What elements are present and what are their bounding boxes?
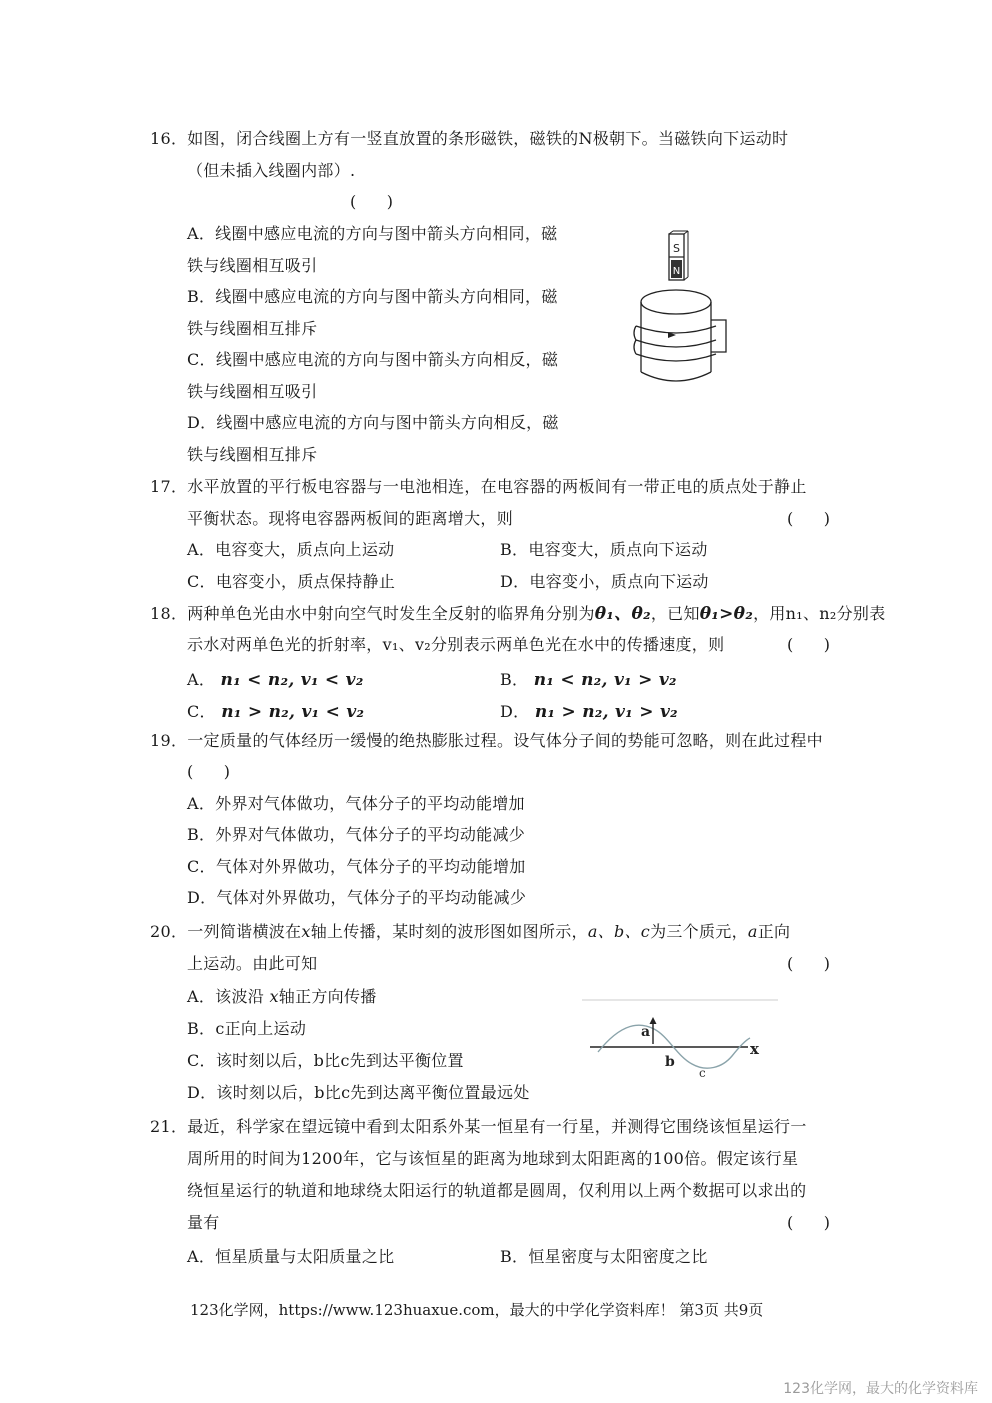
q20-stem-part1: 20．一列简谐横波在 <box>150 922 302 941</box>
q21-option-b: B．恒星密度与太阳密度之比 <box>500 1247 708 1266</box>
q19-option-b: B．外界对气体做功，气体分子的平均动能减少 <box>187 825 526 844</box>
q17-option-a: A．电容变大，质点向上运动 <box>187 540 395 559</box>
q16-option-d-line2: 铁与线圈相互排斥 <box>187 445 318 464</box>
q18-option-a <box>187 670 364 690</box>
q17-option-b: B．电容变大，质点向下运动 <box>500 540 708 559</box>
q16-option-a-line1: A．线圈中感应电流的方向与图中箭头方向相同，磁 <box>187 224 558 243</box>
coil <box>634 290 726 381</box>
q18-stem-part1: 18．两种单色光由水中射向空气时发生全反射的临界角分别为 <box>150 604 595 623</box>
q20-stem-abc: a、b、c <box>587 922 651 941</box>
q18-option-a-math: n₁ < n₂, v₁ < v₂ <box>220 670 364 690</box>
q19-option-a: A．外界对气体做功，气体分子的平均动能增加 <box>187 794 525 813</box>
magnet-coil-diagram <box>630 228 750 388</box>
q18-stem-part2: ，已知 <box>650 604 700 623</box>
q19-stem-line1: 19．一定质量的气体经历一缓慢的绝热膨胀过程。设气体分子间的势能可忽略，则在此过程中 <box>150 731 823 750</box>
q18-option-d-label: D． <box>500 702 530 721</box>
q19-option-c: C．气体对外界做功，气体分子的平均动能增加 <box>187 857 526 876</box>
q18-option-a-label: A． <box>187 670 216 689</box>
q19-answer-paren: ( ) <box>187 762 230 781</box>
q21-answer-paren: ( ) <box>787 1213 830 1232</box>
wave-axis-x-label: x <box>750 1040 759 1058</box>
q20-option-a-part2: 轴正方向传播 <box>278 987 377 1006</box>
q18-stem-line1 <box>150 604 886 624</box>
wave-label-a: a <box>641 1024 651 1040</box>
q20-stem-a: a <box>747 922 758 941</box>
q21-stem-line4: 量有 <box>187 1213 220 1232</box>
q20-option-a <box>187 987 377 1007</box>
q18-option-d <box>500 702 678 722</box>
q16-answer-paren: ( ) <box>350 192 393 211</box>
q17-answer-paren: ( ) <box>787 509 830 528</box>
q18-option-c-label: C． <box>187 702 216 721</box>
magnet-s-label: S <box>673 242 680 255</box>
q20-option-c: C．该时刻以后，b比c先到达平衡位置 <box>187 1051 464 1070</box>
q18-option-b <box>500 670 677 690</box>
q18-answer-paren: ( ) <box>787 635 830 654</box>
watermark: 123化学网，最大的化学资料库 <box>783 1381 978 1397</box>
q17-stem-line1: 17．水平放置的平行板电容器与一电池相连，在电容器的两板间有一带正电的质点处于静止 <box>150 477 807 496</box>
q16-option-d-line1: D．线圈中感应电流的方向与图中箭头方向相反，磁 <box>187 413 559 432</box>
q20-stem-part4: 正向 <box>757 922 791 941</box>
q21-option-a: A．恒星质量与太阳质量之比 <box>187 1247 395 1266</box>
q16-option-c-line1: C．线圈中感应电流的方向与图中箭头方向相反，磁 <box>187 350 559 369</box>
q18-option-b-label: B． <box>500 670 529 689</box>
magnet-n-label: N <box>672 266 681 277</box>
q21-stem-line1: 21．最近，科学家在望远镜中看到太阳系外某一恒星有一行星，并测得它围绕该恒星运行一 <box>150 1117 807 1136</box>
q20-option-a-x: x <box>269 987 279 1006</box>
q18-option-c-math: n₁ > n₂, v₁ < v₂ <box>221 702 365 722</box>
q19-option-d: D．气体对外界做功，气体分子的平均动能减少 <box>187 888 527 907</box>
arrow-up-icon <box>650 1017 657 1024</box>
q20-option-d: D．该时刻以后，b比c先到达离平衡位置最远处 <box>187 1083 530 1102</box>
q20-stem-line2: 上运动。由此可知 <box>187 954 318 973</box>
bar-magnet <box>669 231 688 280</box>
q16-stem-line1: 16．如图，闭合线圈上方有一竖直放置的条形磁铁，磁铁的N极朝下。当磁铁向下运动时 <box>150 129 789 148</box>
q16-option-b-line2: 铁与线圈相互排斥 <box>187 319 318 338</box>
q20-answer-paren: ( ) <box>787 954 830 973</box>
q20-option-a-part1: A．该波沿 <box>187 987 270 1006</box>
q18-theta-compare: θ₁>θ₂ <box>699 604 754 624</box>
q20-stem-part2: 轴上传播，某时刻的波形图如图所示， <box>310 922 588 941</box>
q16-option-b-line1: B．线圈中感应电流的方向与图中箭头方向相同，磁 <box>187 287 558 306</box>
q17-option-d: D．电容变小，质点向下运动 <box>500 572 709 591</box>
q18-option-c <box>187 702 364 722</box>
q18-stem-line2: 示水对两单色光的折射率，v₁、v₂分别表示两单色光在水中的传播速度，则 <box>187 635 725 654</box>
q17-stem-line2: 平衡状态。现将电容器两板间的距离增大，则 <box>187 509 514 528</box>
q21-stem-line3: 绕恒星运行的轨道和地球绕太阳运行的轨道都是圆周，仅利用以上两个数据可以求出的 <box>187 1181 807 1200</box>
q18-option-b-math: n₁ < n₂, v₁ > v₂ <box>533 670 677 690</box>
q21-stem-line2: 周所用的时间为1200年，它与该恒星的距离为地球到太阳距离的100倍。假定该行星 <box>187 1149 799 1168</box>
q20-option-b: B．c正向上运动 <box>187 1019 307 1038</box>
q16-option-c-line2: 铁与线圈相互吸引 <box>187 382 318 401</box>
wave-label-c: c <box>699 1066 706 1080</box>
q18-theta12: θ₁、θ₂ <box>594 604 651 624</box>
page-footer: 123化学网，https://www.123huaxue.com，最大的中学化学资料库！ 第3页 共9页 <box>190 1301 764 1319</box>
q18-stem-part3: ，用n₁、n₂分别表 <box>753 604 886 623</box>
q20-stem-x: x <box>301 922 311 941</box>
wave-label-b: b <box>665 1054 675 1070</box>
q20-stem-part3: 为三个质元， <box>650 922 748 941</box>
q17-option-c: C．电容变小，质点保持静止 <box>187 572 396 591</box>
wave-diagram <box>582 996 782 1078</box>
q20-stem-line1 <box>150 922 790 942</box>
q16-option-a-line2: 铁与线圈相互吸引 <box>187 256 318 275</box>
q16-stem-line2: （但未插入线圈内部）. <box>187 161 356 180</box>
q18-option-d-math: n₁ > n₂, v₁ > v₂ <box>534 702 678 722</box>
